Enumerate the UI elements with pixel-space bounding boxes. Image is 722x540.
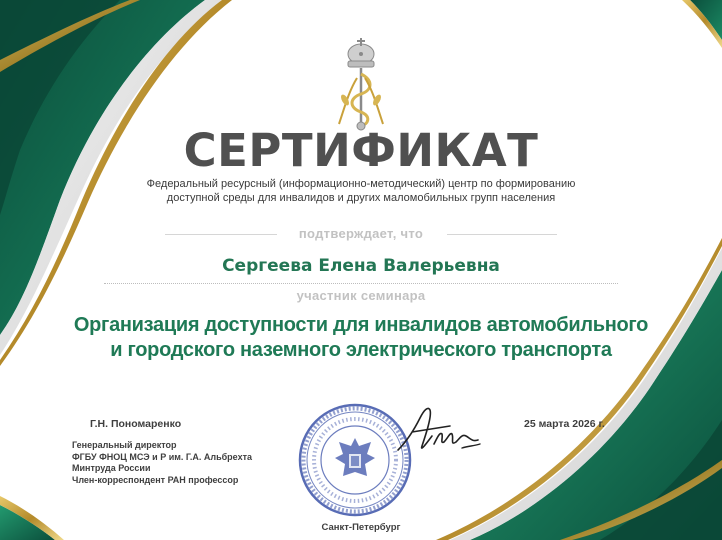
course-title-line-1: Организация доступности для инвалидов автомобильного xyxy=(73,314,649,336)
name-underline xyxy=(104,283,618,284)
signer-position xyxy=(72,440,252,486)
recipient-role: участник семинара xyxy=(296,288,426,303)
course-title-line-2: и городского наземного электрического транспорта xyxy=(110,339,612,361)
divider-right xyxy=(447,234,557,235)
course-title xyxy=(50,313,672,363)
issuer-organization-line-2: доступной среды для инвалидов и других маломобильных групп населения xyxy=(166,192,556,204)
signer-position-line: Минтруда России xyxy=(72,463,151,473)
signer-position-line: Член-корреспондент РАН профессор xyxy=(72,474,239,485)
issue-date: 25 марта 2026 г. xyxy=(524,418,605,430)
certificate-title: СЕРТИФИКАТ xyxy=(183,124,539,177)
signer-name: Г.Н. Пономаренко xyxy=(90,418,182,430)
confirms-text: подтверждает, что xyxy=(298,226,424,241)
issuer-organization-line-1: Федеральный ресурсный (информационно-методический) центр по формированию xyxy=(146,178,576,190)
signer-position-line: Генеральный директор xyxy=(72,440,177,450)
issuer-organization xyxy=(120,177,602,205)
handwritten-signature-icon xyxy=(392,400,484,458)
crown-caduceus-emblem-icon xyxy=(331,36,391,132)
signer-position-line: ФГБУ ФНОЦ МСЭ и Р им. Г.А. Альбрехта xyxy=(72,451,252,462)
recipient-name: Сергеева Елена Валерьевна xyxy=(222,256,500,276)
issue-city: Санкт-Петербург xyxy=(321,522,401,533)
